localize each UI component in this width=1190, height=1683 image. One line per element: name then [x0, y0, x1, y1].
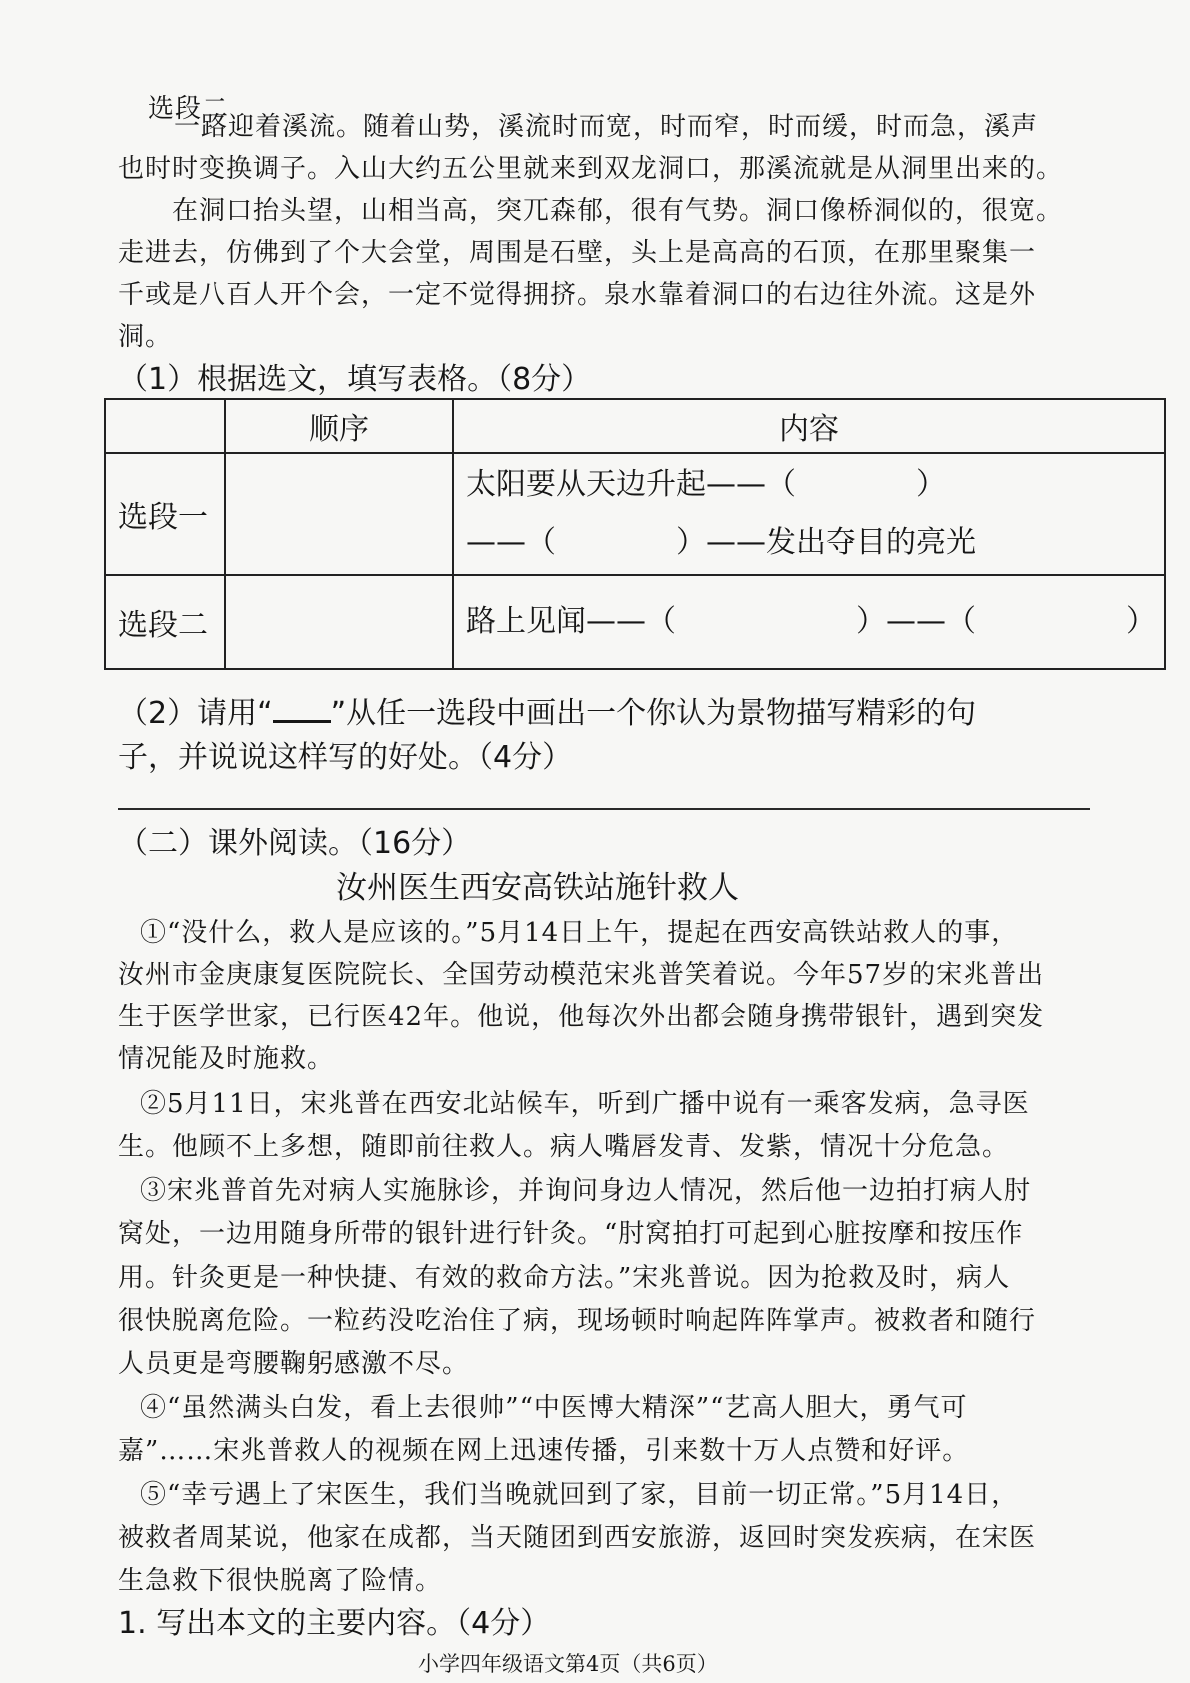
question-2-text: ”从任一选段中画出一个你认为景物描写精彩的句: [330, 696, 977, 731]
table-header-order: 顺序: [225, 399, 453, 453]
row2-order-cell[interactable]: [225, 575, 453, 669]
article-line: ①“没什么，救人是应该的。”5月14日上午，提起在西安高铁站救人的事，: [140, 918, 1019, 948]
row2-label: 选段二: [105, 575, 225, 669]
row1-order-cell[interactable]: [225, 453, 453, 575]
passage2-line: 在洞口抬头望，山相当高，突兀森郁，很有气势。洞口像桥洞似的，很宽。: [172, 196, 1064, 226]
fill-in-table: [104, 398, 1166, 670]
passage2-label: 选段二: [148, 94, 230, 124]
article-line: 很快脱离危险。一粒药没吃治住了病，现场顿时响起阵阵掌声。被救者和随行: [118, 1306, 1037, 1336]
article-line: 生急救下很快脱离了险情。: [118, 1566, 443, 1596]
question-1: （1）根据选文，填写表格。（8分）: [118, 362, 592, 397]
passage2-line: 一路迎着溪流。随着山势，溪流时而宽，时而窄，时而缓，时而急，溪声: [174, 112, 1039, 142]
question-2: [118, 688, 976, 732]
article-line: ④“虽然满头白发，看上去很帅”“中医博大精深”“艺高人胆大，勇气可: [140, 1393, 968, 1423]
article-line: ⑤“幸亏遇上了宋医生，我们当晚就回到了家，目前一切正常。”5月14日，: [140, 1480, 1019, 1510]
page-footer: 小学四年级语文第4页（共6页）: [418, 1652, 718, 1676]
article-line: 窝处，一边用随身所带的银针进行针灸。“肘窝拍打可起到心脏按摩和按压作: [118, 1219, 1024, 1249]
question-main-content: 1. 写出本文的主要内容。（4分）: [118, 1606, 551, 1641]
underline-mark: [273, 692, 331, 723]
passage2-line: 洞。: [118, 322, 173, 352]
article-line: 生于医学世家，已行医42年。他说，他每次外出都会随身携带银针，遇到突发: [118, 1002, 1045, 1032]
article-line: 人员更是弯腰鞠躬感激不尽。: [118, 1349, 470, 1379]
table-header-content: 内容: [453, 399, 1165, 453]
passage2-line: 也时时变换调子。入山大约五公里就来到双龙洞口，那溪流就是从洞里出来的。: [118, 154, 1064, 184]
article-line: ②5月11日，宋兆普在西安北站候车，听到广播中说有一乘客发病，急寻医: [140, 1089, 1030, 1119]
article-line: 生。他顾不上多想，随即前往救人。病人嘴唇发青、发紫，情况十分危急。: [118, 1132, 1010, 1162]
row1-label: 选段一: [105, 453, 225, 575]
article-line: 被救者周某说，他家在成都，当天随团到西安旅游，返回时突发疾病，在宋医: [118, 1523, 1037, 1553]
article-line: 情况能及时施救。: [118, 1044, 335, 1074]
row2-content-cell[interactable]: [453, 575, 1165, 669]
row1-content-line: 太阳要从天边升起——（ ）: [466, 467, 946, 502]
article-line: 汝州市金庚康复医院院长、全国劳动模范宋兆普笑着说。今年57岁的宋兆普出: [118, 960, 1045, 990]
passage2-line: 千或是八百人开个会，一定不觉得拥挤。泉水靠着洞口的右边往外流。这是外: [118, 280, 1037, 310]
article-line: 用。针灸更是一种快捷、有效的救命方法。”宋兆普说。因为抢救及时，病人: [118, 1263, 1011, 1293]
row1-content-cell[interactable]: [453, 453, 1165, 575]
article-line: 嘉”……宋兆普救人的视频在网上迅速传播，引来数十万人点赞和好评。: [118, 1436, 970, 1466]
section-2-title: （二）课外阅读。（16分）: [118, 826, 472, 861]
question-2-line2: 子，并说说这样写的好处。（4分）: [118, 740, 573, 775]
table-header-blank: [105, 399, 225, 453]
question-2-text: （2）请用“: [118, 696, 273, 731]
row1-content-line: ——（ ）——发出夺目的亮光: [466, 525, 976, 560]
article-title: 汝州医生西安高铁站施针救人: [336, 870, 739, 906]
row2-content-line: 路上见闻——（ ）——（ ）: [466, 604, 1156, 639]
passage2-line: 走进去，仿佛到了个大会堂，周围是石壁，头上是高高的石顶，在那里聚集一: [118, 238, 1037, 268]
answer-line[interactable]: [118, 808, 1090, 810]
article-line: ③宋兆普首先对病人实施脉诊，并询问身边人情况，然后他一边拍打病人肘: [140, 1176, 1032, 1206]
